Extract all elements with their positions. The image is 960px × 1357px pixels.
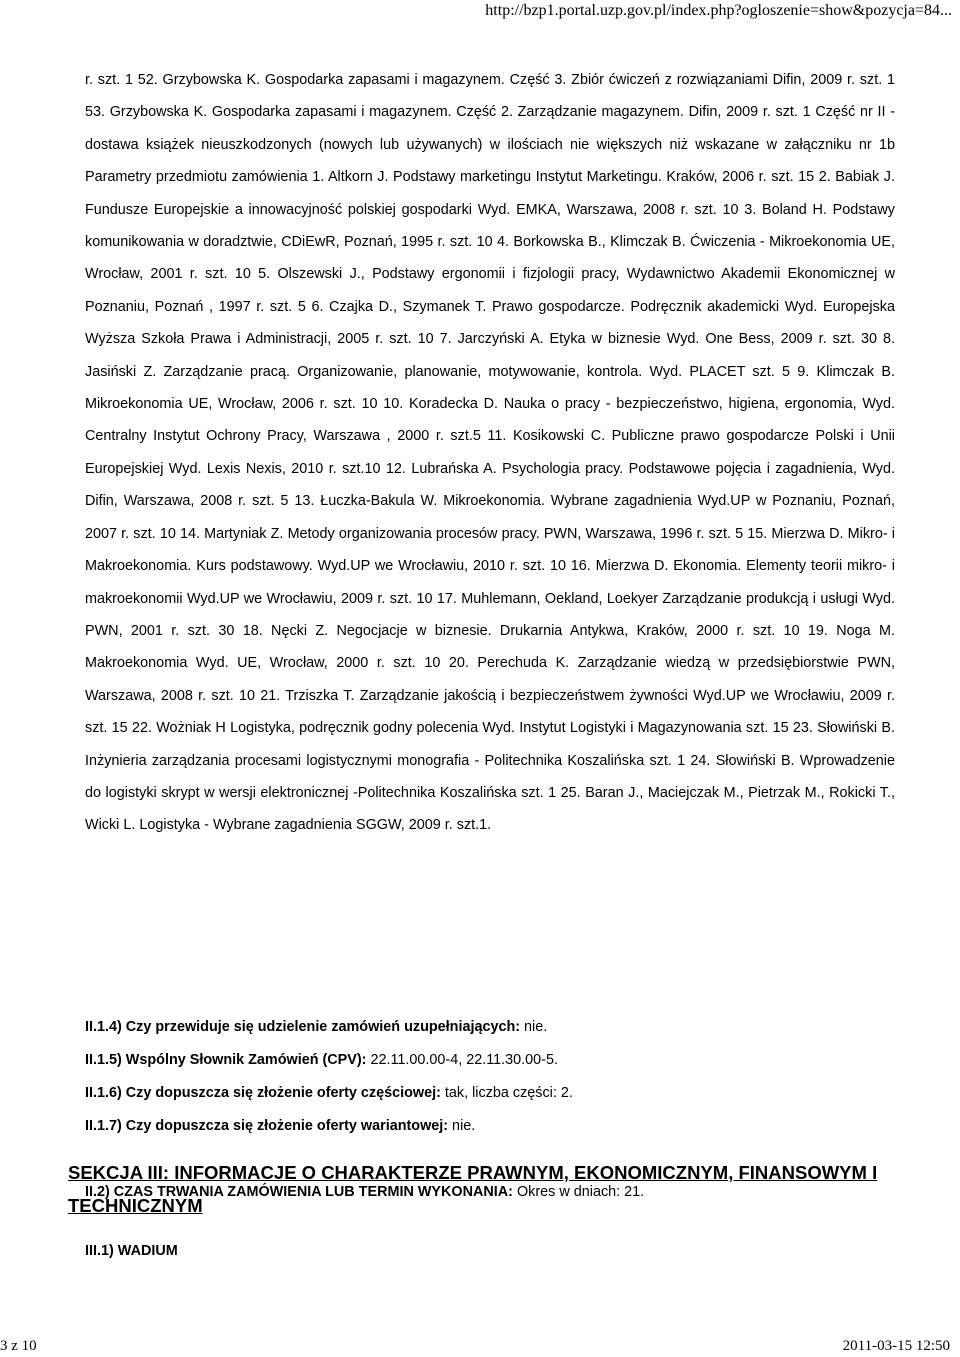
spec-item-label: II.1.7) Czy dopuszcza się złożenie oferty wariantowej: xyxy=(85,1118,449,1134)
spec-item-value: Okres w dniach: 21. xyxy=(512,1184,645,1200)
spec-item-label: II.2) CZAS TRWANIA ZAMÓWIENIA LUB TERMIN WYKONANIA: xyxy=(85,1184,513,1200)
subsection-heading: III.1) WADIUM xyxy=(85,1243,178,1259)
spec-item-value: nie. xyxy=(448,1118,476,1134)
spec-item-label: II.1.6) Czy dopuszcza się złożenie oferty częściowej: xyxy=(85,1085,441,1101)
spec-item-partial-offer xyxy=(85,1085,573,1101)
spec-item-cpv xyxy=(85,1052,558,1068)
page-indicator: 3 z 10 xyxy=(0,1338,37,1354)
spec-item-value: 22.11.00.00-4, 22.11.30.00-5. xyxy=(366,1052,558,1068)
document-body xyxy=(85,64,895,842)
print-timestamp: 2011-03-15 12:50 xyxy=(842,1338,950,1354)
print-header-url: http://bzp1.portal.uzp.gov.pl/index.php?ogloszenie=show&pozycja=84... xyxy=(485,2,952,19)
spec-item-label: II.1.4) Czy przewiduje się udzielenie zamówień uzupełniających: xyxy=(85,1019,521,1035)
spec-item-value: tak, liczba części: 2. xyxy=(440,1085,573,1101)
bibliography-paragraph: r. szt. 1 52. Grzybowska K. Gospodarka zapasami i magazynem. Część 3. Zbiór ćwiczeń z rozwiązaniami Difin, 2009 r. szt. 1 53. Grzybowska K. Gospodarka zapasami i magazynem. Część 2. Zarządzanie magazynem. Difin, 2009 r. szt. 1 Część nr II - dostawa książek nieuszkodzonych (nowych lub używanych) w ilościach nie większych niż wskazane w załączniku nr 1b Parametry przedmiotu zamówienia 1. Altkorn J. Podstawy marketingu Instytut Marketingu. Kraków, 2006 r. szt. 15 2. Babiak J. Fundusze Europejskie a innowacyjność polskiej gospodarki Wyd. EMKA, Warszawa, 2008 r. szt. 10 3. Boland H. Podstawy komunikowania w doradztwie, CDiEwR, Poznań, 1995 r. szt. 10 4. Borkowska B., Klimczak B. Ćwiczenia - Mikroekonomia UE, Wrocław, 2001 r. szt. 10 5. Olszewski J., Podstawy ergonomii i fizjologii pracy, Wydawnictwo Akademii Ekonomicznej w Poznaniu, Poznań , 1997 r. szt. 5 6. Czajka D., Szymanek T. Prawo gospodarcze. Podręcznik akademicki Wyd. Europejska Wyższa Szkoła Prawa i Administracji, 2005 r. szt. 10 7. Jarczyński A. Etyka w biznesie Wyd. One Bess, 2009 r. szt. 30 8. Jasiński Z. Zarządzanie pracą. Organizowanie, planowanie, motywowanie, kontrola. Wyd. PLACET szt. 5 9. Klimczak B. Mikroekonomia UE, Wrocław, 2006 r. szt. 10 10. Koradecka D. Nauka o pracy - bezpieczeństwo, higiena, ergonomia, Wyd. Centralny Instytut Ochrony Pracy, Warszawa , 2000 r. szt.5 11. Kosikowski C. Publiczne prawo gospodarcze Polski i Unii Europejskiej Wyd. Lexis Nexis, 2010 r. szt.10 12. Lubrańska A. Psychologia pracy. Podstawowe pojęcia i zagadnienia, Wyd. Difin, Warszawa, 2008 r. szt. 5 13. Łuczka-Bakula W. Mikroekonomia. Wybrane zagadnienia Wyd.UP w Poznaniu, Poznań, 2007 r. szt. 10 14. Martyniak Z. Metody organizowania procesów pracy. PWN, Warszawa, 1996 r. szt. 5 15. Mierzwa D. Mikro- i Makroekonomia. Kurs podstawowy. Wyd.UP we Wrocławiu, 2010 r. szt. 10 16. Mierzwa D. Ekonomia. Elementy teorii mikro- i makroekonomii Wyd.UP we Wrocławiu, 2009 r. szt. 10 17. Muhlemann, Oekland, Loekyer Zarządzanie produkcją i usługi Wyd. PWN, 2001 r. szt. 30 18. Nęcki Z. Negocjacje w biznesie. Drukarnia Antykwa, Kraków, 2000 r. szt. 10 19. Noga M. Makroekonomia Wyd. UE, Wrocław, 2000 r. szt. 10 20. Perechuda K. Zarządzanie wiedzą w przedsiębiorstwie PWN, Warszawa, 2008 r. szt. 10 21. Trziszka T. Zarządzanie jakością i bezpieczeństwem żywności Wyd.UP we Wrocławiu, 2009 r. szt. 15 22. Wożniak H Logistyka, podręcznik godny polecenia Wyd. Instytut Logistyki i Magazynowania szt. 15 23. Słowiński B. Inżynieria zarządzania procesami logistycznymi monografia - Politechnika Koszalińska szt. 1 24. Słowiński B. Wprowadzenie do logistyki skrypt w wersji elektronicznej -Politechnika Koszalińska szt. 1 25. Baran J., Maciejczak M., Pietrzak M., Rokicki T., Wicki L. Logistyka - Wybrane zagadnienia SGGW, 2009 r. szt.1. xyxy=(85,72,895,834)
spec-item-label: II.1.5) Wspólny Słownik Zamówień (CPV): xyxy=(85,1052,367,1068)
spec-item-variant-offer xyxy=(85,1118,475,1134)
spec-item-supplementary-orders xyxy=(85,1019,547,1035)
spec-item-value: nie. xyxy=(520,1019,548,1035)
section-heading: SEKCJA III: INFORMACJE O CHARAKTERZE PRAWNYM, EKONOMICZNYM, FINANSOWYM I TECHNICZNYM xyxy=(68,1162,878,1216)
